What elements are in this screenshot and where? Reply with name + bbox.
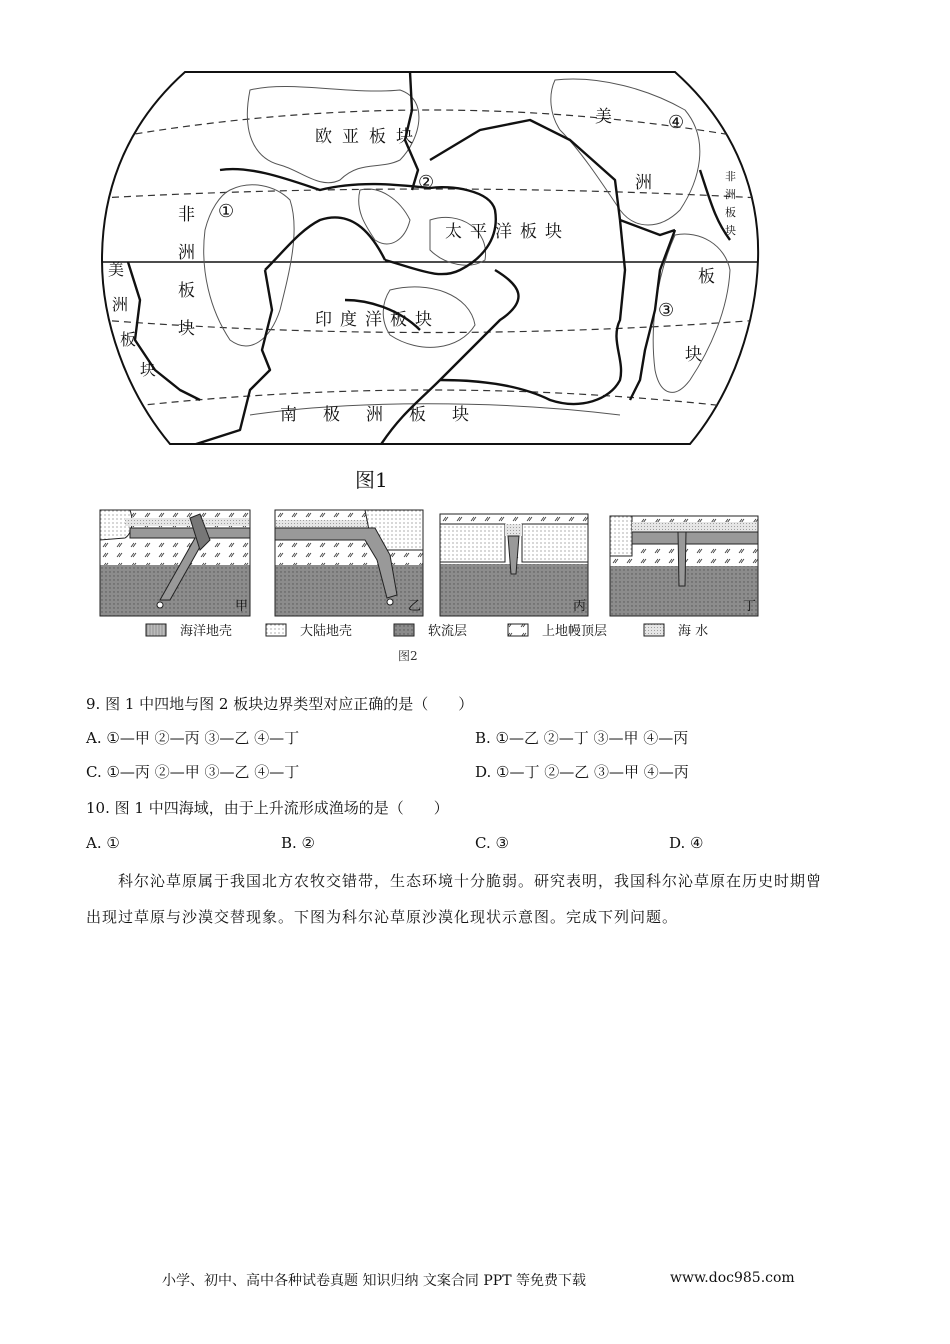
svg-text:洲: 洲	[112, 295, 129, 314]
question-9-option-d: D. ①—丁 ②—乙 ③—甲 ④—丙	[475, 763, 689, 781]
question-10-option-b: B. ②	[281, 834, 316, 852]
label-indian-ocean-plate: 印度洋板块	[315, 310, 440, 330]
figure-2-legend	[146, 623, 708, 639]
svg-text:板: 板	[178, 281, 195, 301]
panel-jia	[100, 510, 250, 616]
question-10-stem: 10. 图 1 中四海域，由于上升流形成渔场的是（ ）	[86, 799, 449, 817]
panel-ding	[610, 516, 758, 616]
svg-text:洲: 洲	[635, 173, 652, 193]
question-10-option-d: D. ④	[669, 834, 704, 852]
svg-text:美: 美	[595, 107, 612, 127]
label-eurasia-plate: 欧亚板块	[315, 127, 423, 147]
svg-text:海洋地壳: 海洋地壳	[180, 624, 233, 639]
question-9-option-c: C. ①—丙 ②—甲 ③—乙 ④—丁	[86, 763, 300, 781]
marker-3: ③	[658, 300, 675, 321]
figure-2-diagrams	[98, 500, 763, 668]
question-9-option-b: B. ①—乙 ②—丁 ③—甲 ④—丙	[475, 729, 689, 747]
figure-2-caption: 图2	[398, 649, 418, 663]
svg-text:块: 块	[140, 360, 157, 379]
footer-text: 小学、初中、高中各种试卷真题 知识归纳 文案合同 PPT 等免费下载	[162, 1273, 586, 1289]
question-9-option-a: A. ①—甲 ②—丙 ③—乙 ④—丁	[86, 729, 300, 747]
passage-line-2: 出现过草原与沙漠交替现象。下图为科尔沁草原沙漠化现状示意图。完成下列问题。	[86, 908, 679, 926]
svg-text:软流层: 软流层	[428, 624, 468, 639]
svg-text:板: 板	[698, 267, 715, 287]
figure-1-caption: 图1	[355, 468, 388, 492]
marker-2: ②	[418, 172, 435, 193]
svg-text:洲: 洲	[178, 243, 195, 263]
svg-text:乙: 乙	[408, 599, 422, 614]
svg-text:丁: 丁	[743, 599, 757, 614]
svg-text:洲: 洲	[725, 188, 736, 201]
label-pacific-plate: 太平洋板块	[445, 222, 570, 242]
question-10-option-c: C. ③	[475, 834, 509, 852]
panel-yi	[275, 510, 423, 616]
svg-text:非: 非	[725, 170, 736, 183]
figure-1-map	[100, 70, 760, 446]
svg-text:丙: 丙	[573, 599, 587, 614]
footer-url[interactable]: www.doc985.com	[670, 1270, 795, 1286]
passage-line-1: 科尔沁草原属于我国北方农牧交错带，生态环境十分脆弱。研究表明，我国科尔沁草原在历史时期曾	[118, 872, 823, 890]
svg-text:板: 板	[120, 330, 137, 349]
svg-text:块: 块	[685, 345, 702, 365]
marker-4: ④	[668, 112, 685, 133]
svg-text:非: 非	[178, 205, 195, 225]
question-10-option-a: A. ①	[86, 834, 120, 852]
svg-text:甲: 甲	[235, 599, 249, 614]
svg-text:块: 块	[725, 224, 736, 237]
svg-text:上地幔顶层: 上地幔顶层	[542, 624, 608, 639]
svg-text:大陆地壳: 大陆地壳	[300, 624, 353, 639]
svg-text:板: 板	[725, 206, 736, 219]
svg-text:海 水: 海 水	[678, 624, 709, 639]
svg-text:美: 美	[108, 260, 125, 279]
question-9-stem: 9. 图 1 中四地与图 2 板块边界类型对应正确的是（ ）	[86, 695, 474, 713]
marker-1: ①	[218, 201, 235, 222]
svg-text:块: 块	[178, 319, 195, 339]
label-antarctic-plate: 南极洲板块	[280, 405, 495, 425]
panel-bing	[440, 514, 588, 616]
